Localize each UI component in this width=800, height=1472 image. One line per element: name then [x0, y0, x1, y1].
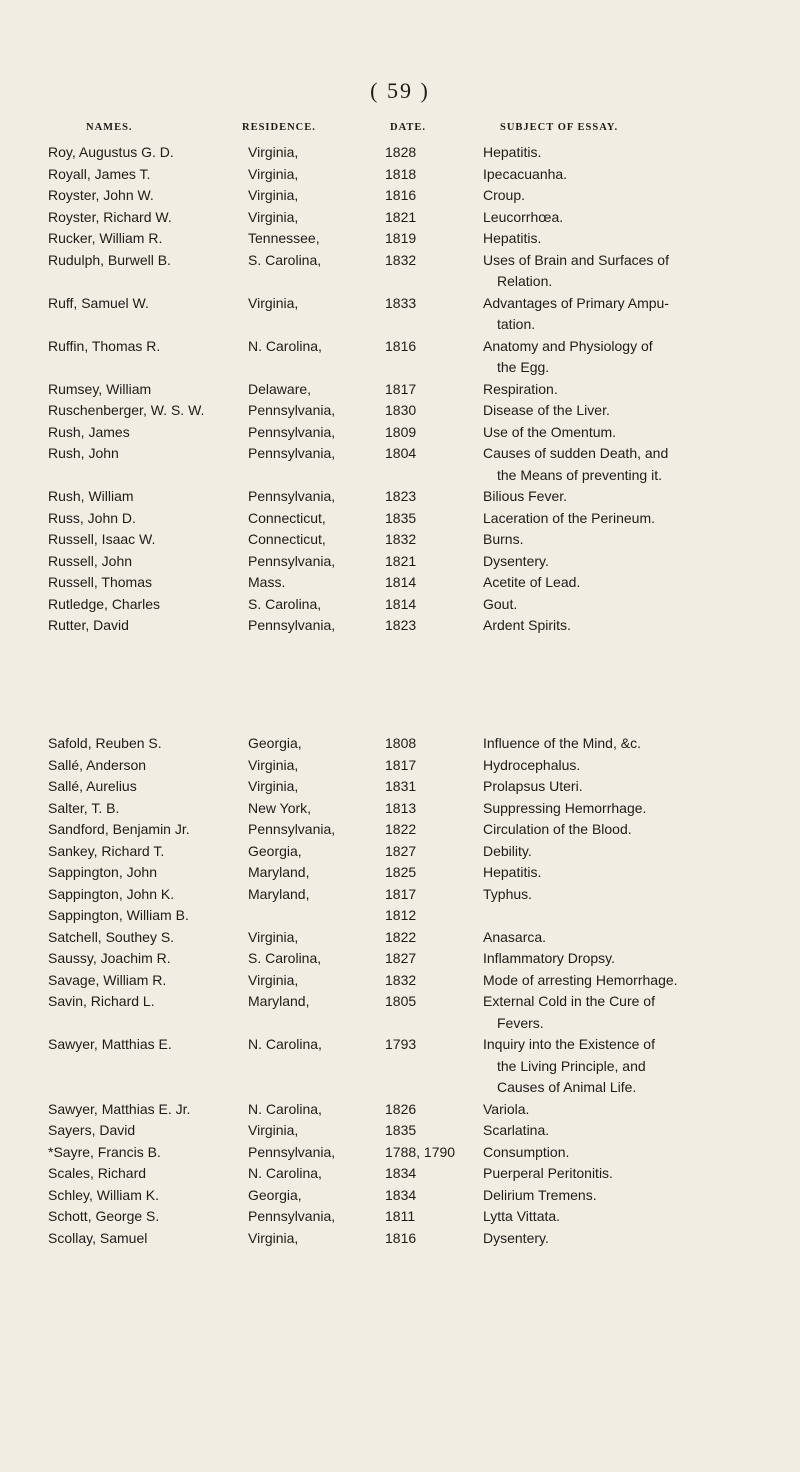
entry-name: Russell, Isaac W.	[48, 531, 156, 547]
entry-subject: Advantages of Primary Ampu-	[483, 294, 669, 311]
table-row	[0, 551, 800, 573]
entry-residence: New York,	[248, 799, 312, 816]
entry-subject: Croup.	[483, 187, 526, 203]
entry-date: 1814	[385, 595, 417, 612]
entry-name: Royster, John W.	[48, 187, 154, 203]
entry-subject: Hepatitis.	[483, 864, 542, 880]
entry-residence: Virginia,	[248, 208, 299, 225]
entry-date: 1822	[385, 821, 417, 837]
entry-residence: Virginia,	[248, 928, 299, 945]
entry-date: 1823	[385, 488, 417, 504]
entry-residence: Pennsylvania,	[248, 1143, 336, 1160]
entry-subject: Respiration.	[483, 380, 558, 397]
entry-date: 1835	[385, 509, 417, 526]
table-row	[0, 841, 800, 863]
register-section-r	[0, 142, 800, 637]
entry-residence: Connecticut,	[248, 509, 326, 526]
table-row	[0, 443, 800, 486]
header-subject: SUBJECT OF ESSAY.	[500, 122, 619, 133]
entry-subject-continuation: tation.	[497, 316, 536, 332]
entry-name: Scales, Richard	[48, 1165, 147, 1181]
table-row	[0, 798, 800, 820]
entry-residence: Virginia,	[248, 165, 299, 182]
table-row	[0, 572, 800, 594]
entry-date: 1814	[385, 574, 417, 590]
entry-date: 1834	[385, 1186, 417, 1203]
entry-subject: Inflammatory Dropsy.	[483, 950, 615, 966]
entry-subject: Ipecacuanha.	[483, 165, 568, 182]
entry-subject: Laceration of the Perineum.	[483, 509, 655, 526]
entry-residence: Virginia,	[248, 187, 299, 203]
entry-name: Rumsey, William	[48, 380, 152, 397]
entry-residence: Georgia,	[248, 842, 302, 859]
entry-residence: N. Carolina,	[248, 337, 322, 354]
table-row	[0, 755, 800, 777]
entry-date: 1827	[385, 842, 417, 859]
table-row	[0, 1228, 800, 1250]
entry-residence: N. Carolina,	[248, 1100, 322, 1117]
entry-subject: Anasarca.	[483, 928, 547, 945]
entry-name: Rudulph, Burwell B.	[48, 251, 171, 268]
entry-date: 1835	[385, 1122, 417, 1138]
table-row	[0, 615, 800, 637]
entry-subject: Typhus.	[483, 885, 533, 902]
entry-residence: N. Carolina,	[248, 1165, 322, 1181]
table-row	[0, 819, 800, 841]
table-row	[0, 1142, 800, 1164]
entry-subject: Puerperal Peritonitis.	[483, 1165, 613, 1181]
table-row	[0, 336, 800, 379]
entry-residence: Georgia,	[248, 1186, 302, 1203]
entry-name: Sankey, Richard T.	[48, 842, 165, 859]
header-date: DATE.	[390, 122, 427, 133]
entry-name: Rutter, David	[48, 617, 129, 633]
entry-subject: Hepatitis.	[483, 230, 542, 246]
column-headers	[0, 122, 800, 138]
entry-residence: Georgia,	[248, 735, 302, 751]
entry-date: 1809	[385, 423, 417, 440]
entry-name: Roy, Augustus G. D.	[48, 144, 174, 160]
entry-subject: Dysentery.	[483, 1229, 549, 1246]
table-row	[0, 884, 800, 906]
entry-subject: Variola.	[483, 1100, 530, 1117]
entry-residence: Virginia,	[248, 971, 299, 988]
entry-residence: Virginia,	[248, 756, 299, 773]
entry-subject: Gout.	[483, 595, 518, 612]
entry-residence: Connecticut,	[248, 531, 326, 547]
entry-name: Sawyer, Matthias E. Jr.	[48, 1100, 191, 1117]
table-row	[0, 422, 800, 444]
entry-name: *Sayre, Francis B.	[48, 1143, 161, 1160]
entry-name: Sallé, Aurelius	[48, 778, 137, 794]
entry-residence: Maryland,	[248, 885, 310, 902]
entry-date: 1788, 1790	[385, 1143, 456, 1160]
entry-date: 1818	[385, 165, 417, 182]
table-row	[0, 250, 800, 293]
entry-name: Rush, James	[48, 423, 130, 440]
entry-date: 1827	[385, 950, 417, 966]
entry-date: 1823	[385, 617, 417, 633]
entry-residence: Pennsylvania,	[248, 423, 336, 440]
entry-subject: Delirium Tremens.	[483, 1186, 597, 1203]
entry-subject-continuation: the Means of preventing it.	[497, 466, 662, 483]
table-row	[0, 400, 800, 422]
table-row	[0, 1034, 800, 1099]
entry-subject: Ardent Spirits.	[483, 617, 571, 633]
entry-residence: S. Carolina,	[248, 251, 322, 268]
entry-subject: Disease of the Liver.	[483, 402, 610, 418]
page-number: ( 59 )	[370, 78, 430, 103]
entry-subject-continuation: Fevers.	[497, 1014, 544, 1031]
header-residence: RESIDENCE.	[242, 122, 316, 133]
entry-date: 1816	[385, 187, 417, 203]
entry-name: Sappington, William B.	[48, 907, 189, 923]
entry-date: 1821	[385, 552, 417, 569]
entry-subject: Bilious Fever.	[483, 488, 568, 504]
entry-name: Saussy, Joachim R.	[48, 950, 171, 966]
entry-date: 1833	[385, 294, 417, 311]
entry-subject: Lytta Vittata.	[483, 1208, 561, 1224]
entry-residence: Virginia,	[248, 778, 299, 794]
entry-date: 1816	[385, 337, 417, 354]
entry-name: Scollay, Samuel	[48, 1229, 148, 1246]
entry-name: Sallé, Anderson	[48, 756, 147, 773]
entry-date: 1805	[385, 993, 417, 1009]
entry-date: 1834	[385, 1165, 417, 1181]
entry-name: Sandford, Benjamin Jr.	[48, 821, 190, 837]
entry-subject: Prolapsus Uteri.	[483, 778, 583, 794]
entry-name: Ruschenberger, W. S. W.	[48, 402, 205, 418]
entry-subject: External Cold in the Cure of	[483, 993, 655, 1009]
entry-subject: Influence of the Mind, &c.	[483, 735, 641, 751]
entry-subject-continuation: Relation.	[497, 273, 553, 289]
table-row	[0, 379, 800, 401]
entry-residence: Pennsylvania,	[248, 821, 336, 837]
entry-date: 1816	[385, 1229, 417, 1246]
table-row	[0, 991, 800, 1034]
entry-subject: Acetite of Lead.	[483, 574, 581, 590]
table-row	[0, 1120, 800, 1142]
entry-subject: Hepatitis.	[483, 144, 542, 160]
entry-name: Salter, T. B.	[48, 799, 120, 816]
entry-subject: Consumption.	[483, 1143, 570, 1160]
entry-date: 1819	[385, 230, 417, 246]
table-row	[0, 970, 800, 992]
entry-name: Savage, William R.	[48, 971, 167, 988]
entry-residence: Virginia,	[248, 144, 299, 160]
table-row	[0, 529, 800, 551]
table-row	[0, 733, 800, 755]
table-row	[0, 293, 800, 336]
table-row	[0, 508, 800, 530]
entry-subject: Circulation of the Blood.	[483, 821, 632, 837]
table-row	[0, 862, 800, 884]
entry-residence: Pennsylvania,	[248, 552, 336, 569]
entry-name: Schley, William K.	[48, 1186, 159, 1203]
table-row	[0, 142, 800, 164]
table-row	[0, 776, 800, 798]
entry-subject-continuation: Causes of Animal Life.	[497, 1079, 637, 1095]
entry-date: 1822	[385, 928, 417, 945]
entry-residence: N. Carolina,	[248, 1036, 322, 1052]
entry-residence: Pennsylvania,	[248, 617, 336, 633]
entry-name: Rucker, William R.	[48, 230, 163, 246]
table-row	[0, 594, 800, 616]
entry-residence: Pennsylvania,	[248, 445, 336, 461]
entry-residence: Pennsylvania,	[248, 402, 336, 418]
table-row	[0, 486, 800, 508]
table-row	[0, 228, 800, 250]
table-row	[0, 164, 800, 186]
entry-residence: Virginia,	[248, 1122, 299, 1138]
entry-name: Royall, James T.	[48, 165, 151, 182]
entry-name: Schott, George S.	[48, 1208, 160, 1224]
entry-date: 1793	[385, 1036, 417, 1052]
table-row	[0, 1099, 800, 1121]
entry-subject: Anatomy and Physiology of	[483, 337, 653, 354]
entry-date: 1817	[385, 380, 417, 397]
entry-residence: Tennessee,	[248, 230, 320, 246]
entry-residence: Pennsylvania,	[248, 488, 336, 504]
entry-name: Sayers, David	[48, 1122, 136, 1138]
entry-subject: Suppressing Hemorrhage.	[483, 799, 647, 816]
entry-date: 1821	[385, 208, 417, 225]
entry-date: 1817	[385, 756, 417, 773]
table-row	[0, 1163, 800, 1185]
entry-subject: Uses of Brain and Surfaces of	[483, 251, 669, 268]
entry-subject: Hydrocephalus.	[483, 756, 581, 773]
entry-name: Ruff, Samuel W.	[48, 294, 149, 311]
entry-subject: Debility.	[483, 842, 532, 859]
table-row	[0, 948, 800, 970]
entry-name: Savin, Richard L.	[48, 993, 155, 1009]
entry-name: Rutledge, Charles	[48, 595, 161, 612]
entry-date: 1817	[385, 885, 417, 902]
entry-residence: Virginia,	[248, 1229, 299, 1246]
entry-name: Ruffin, Thomas R.	[48, 337, 161, 354]
entry-date: 1832	[385, 971, 417, 988]
table-row	[0, 207, 800, 229]
entry-subject: Causes of sudden Death, and	[483, 445, 669, 461]
entry-subject: Use of the Omentum.	[483, 423, 617, 440]
table-row	[0, 1185, 800, 1207]
entry-residence: Virginia,	[248, 294, 299, 311]
entry-name: Rush, John	[48, 445, 119, 461]
entry-date: 1813	[385, 799, 417, 816]
table-row	[0, 927, 800, 949]
entry-residence: Maryland,	[248, 864, 310, 880]
table-row	[0, 1206, 800, 1228]
entry-subject: Leucorrhœa.	[483, 208, 564, 225]
entry-name: Russell, John	[48, 552, 133, 569]
entry-subject: Burns.	[483, 531, 524, 547]
entry-subject-continuation: the Egg.	[497, 359, 550, 375]
entry-date: 1804	[385, 445, 417, 461]
register-section-s	[0, 733, 800, 1249]
entry-date: 1831	[385, 778, 417, 794]
entry-name: Safold, Reuben S.	[48, 735, 162, 751]
entry-name: Sawyer, Matthias E.	[48, 1036, 172, 1052]
table-row	[0, 185, 800, 207]
entry-date: 1830	[385, 402, 417, 418]
entry-residence: Pennsylvania,	[248, 1208, 336, 1224]
entry-name: Russell, Thomas	[48, 574, 153, 590]
entry-subject-continuation: the Living Principle, and	[497, 1057, 646, 1074]
entry-residence: S. Carolina,	[248, 950, 322, 966]
entry-residence: Mass.	[248, 574, 286, 590]
entry-name: Rush, William	[48, 488, 134, 504]
header-names: NAMES.	[86, 122, 133, 133]
entry-date: 1825	[385, 864, 417, 880]
entry-subject: Scarlatina.	[483, 1122, 550, 1138]
table-row	[0, 905, 800, 927]
entry-subject: Inquiry into the Existence of	[483, 1036, 655, 1052]
entry-name: Sappington, John K.	[48, 885, 175, 902]
entry-date: 1832	[385, 251, 417, 268]
entry-name: Russ, John D.	[48, 509, 136, 526]
entry-residence: Delaware,	[248, 380, 312, 397]
entry-date: 1811	[385, 1208, 416, 1224]
entry-residence: S. Carolina,	[248, 595, 322, 612]
entry-date: 1832	[385, 531, 417, 547]
entry-date: 1826	[385, 1100, 417, 1117]
entry-subject: Dysentery.	[483, 552, 549, 569]
entry-residence: Maryland,	[248, 993, 310, 1009]
entry-name: Royster, Richard W.	[48, 208, 172, 225]
entry-name: Satchell, Southey S.	[48, 928, 175, 945]
entry-date: 1808	[385, 735, 417, 751]
entry-date: 1828	[385, 144, 417, 160]
entry-name: Sappington, John	[48, 864, 157, 880]
entry-subject: Mode of arresting Hemorrhage.	[483, 971, 678, 988]
entry-date: 1812	[385, 907, 417, 923]
